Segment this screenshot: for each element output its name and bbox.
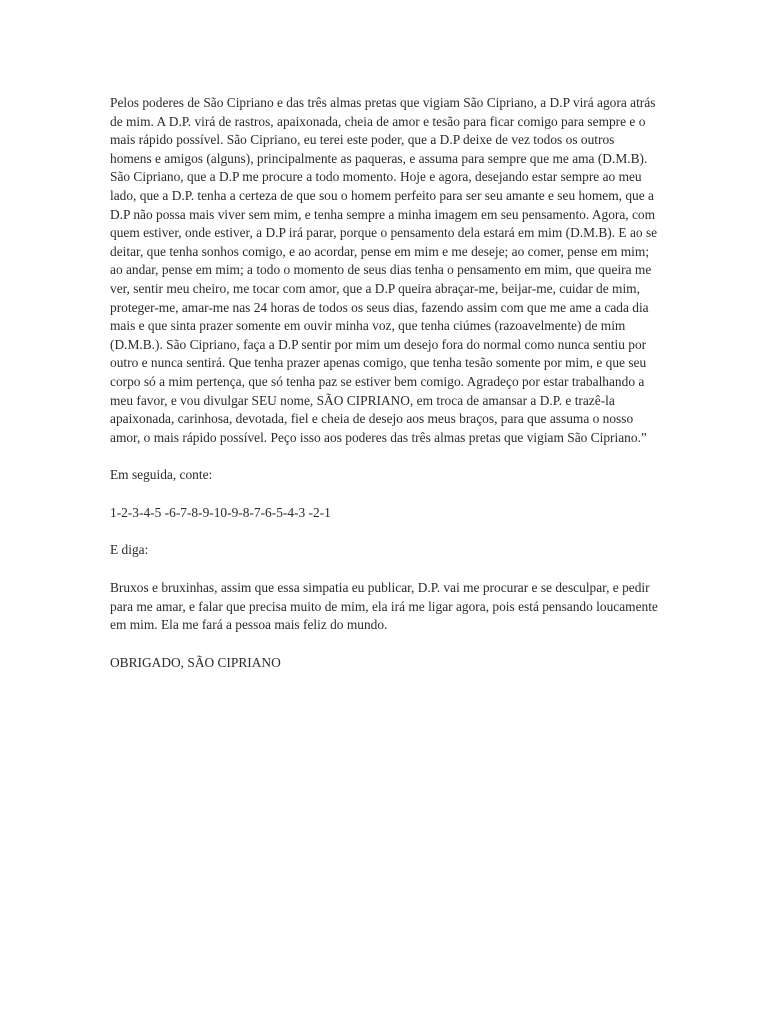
prayer-paragraph: Pelos poderes de São Cipriano e das três almas pretas que vigiam São Cipriano, a D.P virá agora atrás de mim. A D.P. virá de rastros, apaixonada, cheia de amor e tesão para ficar comigo para sempre e o mais rápido possível. São Cipriano, eu terei este poder, que a D.P deixe de vez todos os outros homens e amigos (alguns), principalmente as paqueras, e assuma para sempre que me ama (D.M.B). São Cipriano, que a D.P me procure a todo momento. Hoje e agora, desejando estar sempre ao meu lado, que a D.P. tenha a certeza de que sou o homem perfeito para ser seu amante e seu homem, que a D.P não possa mais viver sem mim, e tenha sempre a minha imagem em seu pensamento. Agora, com quem estiver, onde estiver, a D.P irá parar, porque o pensamento dela estará em mim (D.M.B). E ao se deitar, que tenha sonhos comigo, e ao acordar, pense em mim e me deseje; ao comer, pense em mim; ao andar, pense em mim; a todo o momento de seus dias tenha o pensamento em mim, que queira me ver, sentir meu cheiro, me tocar com amor, que a D.P queira abraçar-me, beijar-me, cuidar de mim, proteger-me, amar-me nas 24 horas de todos os seus dias, fazendo assim com que me ame a cada dia mais e que sinta prazer somente em ouvir minha voz, que tenha ciúmes (razoavelmente) de mim (D.M.B.). São Cipriano, faça a D.P sentir por mim um desejo fora do normal como nunca sentiu por outro e nunca sentirá. Que tenha prazer apenas comigo, que tenha tesão somente por mim, e que seu corpo só a mim pertença, que só tenha paz se estiver bem comigo. Agradeço por estar trabalhando a meu favor, e vou divulgar SEU nome, SÃO CIPRIANO, em troca de amansar a D.P. e trazê-la apaixonada, carinhosa, devotada, fiel e cheia de desejo aos meus braços, para que assuma o nosso amor, o mais rápido possível. Peço isso aos poderes das três almas pretas que vigiam São Cipriano.” (110, 95, 658, 445)
closing-paragraph: Bruxos e bruxinhas, assim que essa simpatia eu publicar, D.P. vai me procurar e se desculpar, e pedir para me amar, e falar que precisa muito de mim, ela irá me ligar agora, pois está pensando loucamente em mim. Ela me fará a pessoa mais feliz do mundo. (110, 580, 658, 633)
closing-thanks: OBRIGADO, SÃO CIPRIANO (110, 654, 281, 670)
document-body (110, 94, 658, 691)
instruction-say: E diga: (110, 542, 149, 558)
instruction-count: Em seguida, conte: (110, 467, 213, 483)
count-sequence: 1-2-3-4-5 -6-7-8-9-10-9-8-7-6-5-4-3 -2-1 (110, 504, 331, 520)
